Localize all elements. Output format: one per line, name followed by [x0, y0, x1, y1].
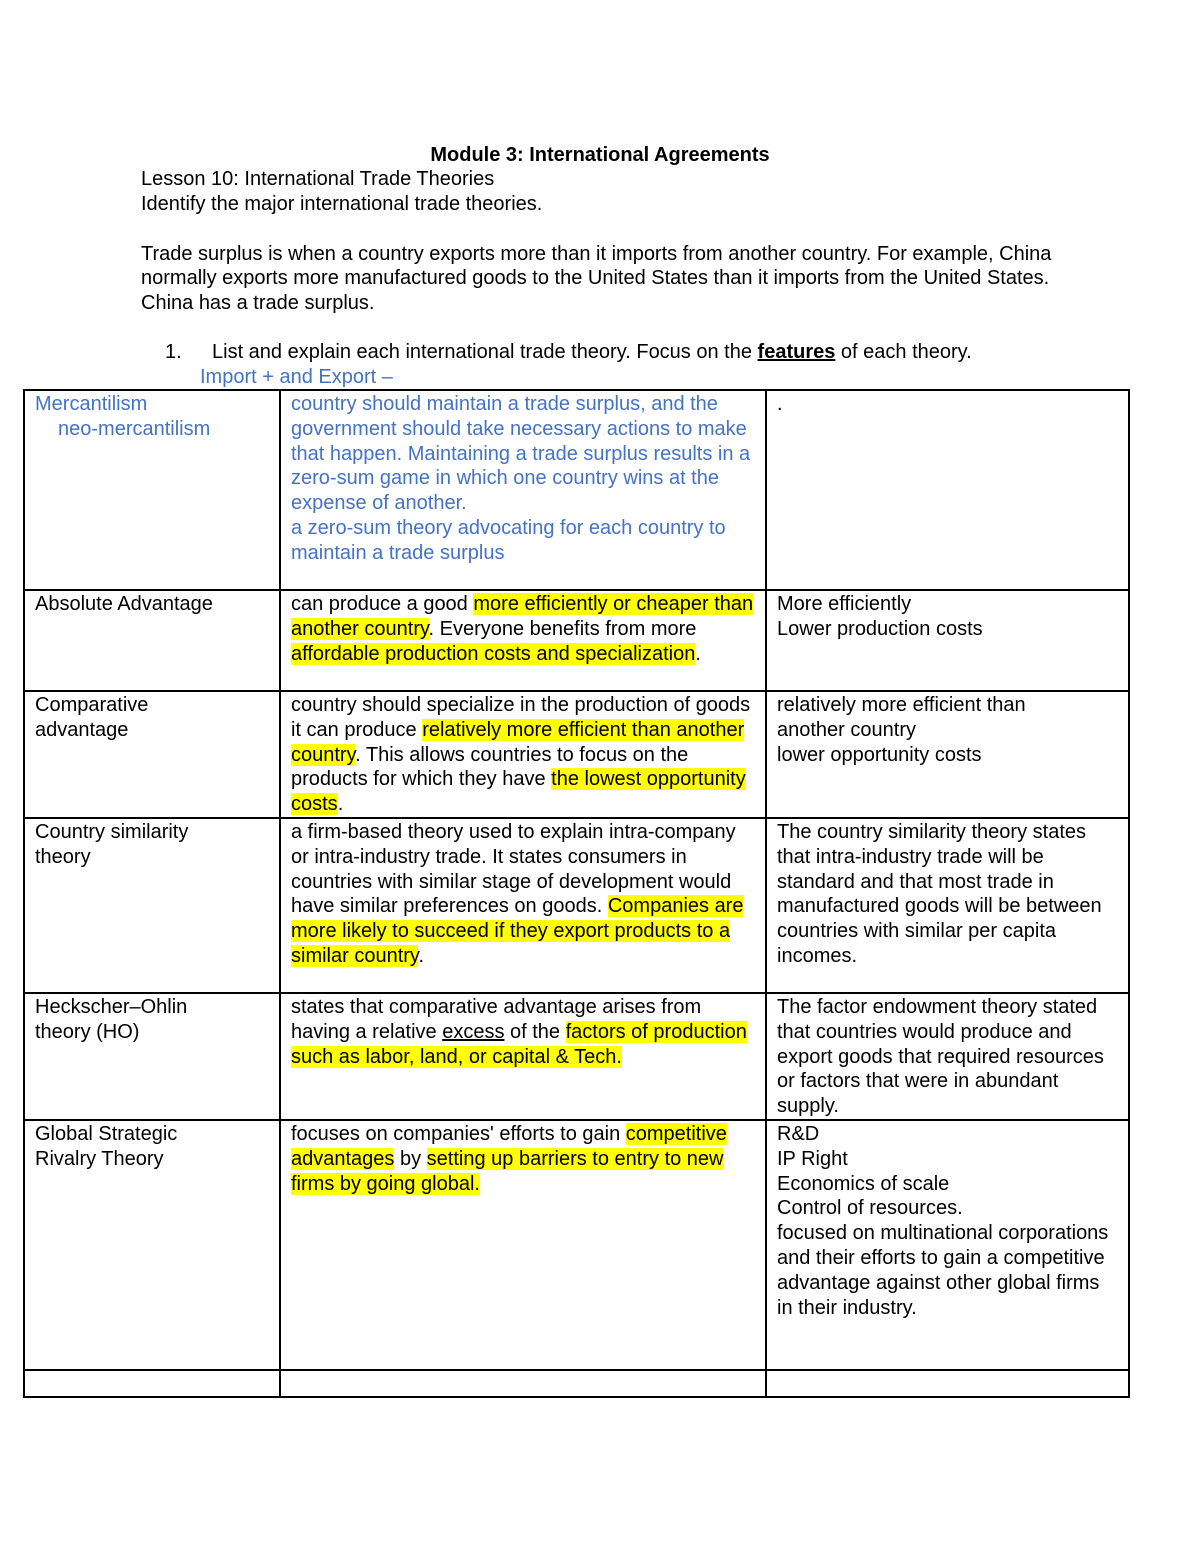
explanation-text: . Everyone benefits from more	[428, 617, 697, 640]
empty-cell	[280, 1370, 766, 1397]
features-text: Lower production costs	[777, 617, 983, 640]
explanation-text: country should maintain a trade surplus, and the government should take necessary actions to make that happen. Maintaining a trade surplus results in a zero-sum game in which one country wins at the expense of another.	[291, 393, 751, 515]
table-row	[24, 993, 1129, 1120]
features-text: relatively more efficient than another country	[777, 694, 1026, 741]
trade-surplus-paragraph: Trade surplus is when a country exports more than it imports from another country. For example, China normally exports more manufactured goods to the United States than it imports from the United States. China has a trade surplus.	[141, 242, 1052, 315]
explanation-cell	[280, 1120, 766, 1370]
explanation-text: .	[418, 944, 424, 967]
features-text: Control of resources.	[777, 1197, 963, 1220]
table-row	[24, 390, 1129, 590]
question-emphasis: features	[757, 341, 836, 363]
theory-cell	[24, 993, 280, 1120]
theory-name: Absolute Advantage	[35, 593, 213, 615]
explanation-cell	[280, 590, 766, 691]
theory-name: Heckscher–Ohlin theory (HO)	[35, 995, 188, 1043]
document-title: Module 3: International Agreements	[430, 144, 770, 166]
question-1	[165, 340, 972, 365]
question-number: 1.	[165, 341, 182, 363]
explanation-cell	[280, 818, 766, 993]
features-cell	[766, 691, 1129, 818]
explanation-cell	[280, 691, 766, 818]
highlighted-text: competitive advantages	[291, 1122, 727, 1170]
highlighted-text: affordable production costs and specialization	[291, 642, 696, 665]
features-text: Economics of scale	[777, 1172, 950, 1195]
features-text: More efficiently	[777, 593, 912, 615]
theory-cell	[24, 590, 280, 691]
theory-name: Country similarity theory	[35, 820, 189, 868]
explanation-text: focuses on companies' efforts to gain	[291, 1122, 626, 1145]
explanation-text: a zero-sum theory advocating for each country to maintain a trade surplus	[291, 516, 726, 564]
table-row	[24, 1120, 1129, 1370]
theory-cell	[24, 1120, 280, 1370]
features-text: IP Right	[777, 1147, 848, 1170]
explanation-text: . This allows countries to focus on the products for which they have	[291, 743, 689, 791]
table-row	[24, 818, 1129, 993]
theories-table	[23, 389, 1130, 1398]
theory-name: Mercantilism	[35, 393, 148, 415]
empty-cell	[24, 1370, 280, 1397]
lesson-line: Lesson 10: International Trade Theories	[141, 168, 495, 190]
theory-cell	[24, 691, 280, 818]
features-cell	[766, 818, 1129, 993]
explanation-cell	[280, 993, 766, 1120]
theory-name: Global Strategic Rivalry Theory	[35, 1122, 178, 1170]
explanation-text: by	[394, 1147, 427, 1170]
table-row	[24, 691, 1129, 818]
highlighted-text: more efficiently or cheaper than another country	[291, 593, 754, 640]
features-cell	[766, 1120, 1129, 1370]
objective-line: Identify the major international trade theories.	[141, 192, 543, 215]
explanation-text: states that comparative advantage arises from having a relative	[291, 995, 702, 1043]
table-row	[24, 590, 1129, 691]
theory-cell	[24, 818, 280, 993]
features-text: The country similarity theory states that intra-industry trade will be standard and that most trade in manufactured goods will be between countries with similar per capita incomes.	[777, 820, 1102, 967]
features-cell	[766, 390, 1129, 590]
explanation-cell	[280, 390, 766, 590]
question-text-after: of each theory.	[835, 341, 972, 363]
features-cell	[766, 590, 1129, 691]
features-cell	[766, 993, 1129, 1120]
highlighted-text: relatively more efficient than another country	[291, 718, 745, 766]
empty-cell	[766, 1370, 1129, 1397]
highlighted-text: the lowest opportunity costs	[291, 768, 746, 816]
question-text-before: List and explain each international trade theory. Focus on the	[212, 341, 758, 363]
explanation-text: .	[337, 793, 344, 816]
explanation-text: of the	[504, 1020, 566, 1043]
explanation-text: country should specialize in the production of goods it can produce	[291, 694, 751, 741]
features-text: focused on multinational corporations and their efforts to gain a competitive advantage against other global firms in their industry.	[777, 1222, 1109, 1319]
theory-name: Comparative advantage	[35, 694, 149, 741]
table-row-empty	[24, 1370, 1129, 1397]
highlighted-text: setting up barriers to entry to new firms by going global.	[291, 1147, 724, 1195]
features-text: The factor endowment theory stated that countries would produce and export goods that required resources or factors that were in abundant supply.	[777, 995, 1104, 1118]
explanation-text: .	[695, 642, 701, 665]
intro-block	[141, 167, 1081, 316]
underlined-text: excess	[442, 1020, 505, 1043]
theory-subname: neo-mercantilism	[58, 417, 211, 440]
features-text: .	[777, 393, 783, 415]
features-text: R&D	[777, 1122, 820, 1145]
features-text: lower opportunity costs	[777, 743, 982, 766]
import-export-note: Import + and Export –	[200, 366, 393, 388]
theory-cell	[24, 390, 280, 590]
highlighted-text: factors of production such as labor, land, or capital & Tech.	[291, 1020, 747, 1068]
highlighted-text: Companies are more likely to succeed if they export products to a similar country	[291, 895, 744, 967]
explanation-text: a firm-based theory used to explain intra-company or intra-industry trade. It states consumers in countries with similar stage of development would have similar preferences on goods.	[291, 820, 736, 918]
explanation-text: can produce a good	[291, 593, 474, 615]
